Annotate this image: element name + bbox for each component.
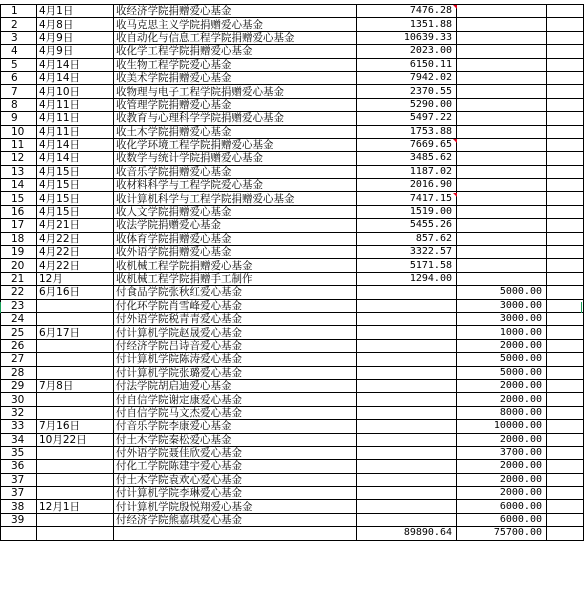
date-cell[interactable]: 4月21日 [37,219,114,232]
income-cell[interactable]: 5455.26 [357,219,457,232]
date-cell[interactable] [37,513,114,526]
empty-cell[interactable] [547,326,584,339]
row-number-cell[interactable]: 22 [1,286,37,299]
empty-cell[interactable] [114,527,357,540]
row-number-cell[interactable]: 30 [1,393,37,406]
income-cell[interactable]: 2023.00 [357,45,457,58]
table-row [1,272,584,285]
description-cell[interactable]: 收自动化与信息工程学院捐赠爱心基金 [114,31,357,44]
comment-marker[interactable] [453,139,457,143]
table-row [1,219,584,232]
expense-cell[interactable] [457,192,547,205]
expense-total-cell[interactable]: 75700.00 [457,527,547,540]
income-cell[interactable]: 2370.55 [357,85,457,98]
empty-cell[interactable] [547,473,584,486]
date-cell[interactable]: 7月8日 [37,379,114,392]
table-row [1,58,584,71]
empty-cell[interactable] [547,232,584,245]
date-cell[interactable]: 4月15日 [37,179,114,192]
description-cell[interactable]: 付法学院胡启迪爱心基金 [114,379,357,392]
expense-cell[interactable] [457,98,547,111]
income-cell[interactable]: 7417.15 [357,192,457,205]
table-row [1,125,584,138]
description-cell[interactable]: 收数学与统计学院捐赠爱心基金 [114,152,357,165]
date-cell[interactable]: 4月9日 [37,45,114,58]
empty-cell[interactable] [547,125,584,138]
table-row [1,446,584,459]
date-cell[interactable] [37,473,114,486]
income-cell[interactable] [357,460,457,473]
expense-cell[interactable] [457,219,547,232]
table-row [1,433,584,446]
date-cell[interactable]: 4月22日 [37,246,114,259]
description-cell[interactable]: 收美术学院捐赠爱心基金 [114,71,357,84]
empty-cell[interactable] [547,446,584,459]
expense-cell[interactable]: 6000.00 [457,513,547,526]
empty-cell[interactable] [547,219,584,232]
row-number-cell[interactable]: 28 [1,366,37,379]
row-number-cell[interactable]: 3 [1,31,37,44]
empty-cell[interactable] [547,487,584,500]
row-number-cell[interactable]: 37 [1,487,37,500]
date-cell[interactable]: 4月15日 [37,205,114,218]
empty-cell[interactable] [547,299,584,312]
description-cell[interactable]: 付土木学院秦松爱心基金 [114,433,357,446]
income-cell[interactable]: 2016.90 [357,179,457,192]
income-cell[interactable]: 857.62 [357,232,457,245]
income-cell[interactable]: 3322.57 [357,246,457,259]
table-row [1,500,584,513]
table-row [1,71,584,84]
expense-cell[interactable]: 2000.00 [457,473,547,486]
description-cell[interactable]: 收教育与心理科学学院捐赠爱心基金 [114,112,357,125]
description-cell[interactable]: 收材料科学与工程学院爱心基金 [114,179,357,192]
date-cell[interactable]: 4月14日 [37,58,114,71]
table-row [1,473,584,486]
date-cell[interactable] [37,312,114,325]
empty-cell[interactable] [547,353,584,366]
table-row [1,165,584,178]
description-cell[interactable]: 收化学工程学院捐赠爱心基金 [114,45,357,58]
expense-cell[interactable]: 2000.00 [457,393,547,406]
income-cell[interactable] [357,326,457,339]
row-number-cell[interactable]: 12 [1,152,37,165]
empty-cell[interactable] [547,339,584,352]
expense-cell[interactable] [457,205,547,218]
table-row [1,98,584,111]
empty-cell[interactable] [547,433,584,446]
row-number-cell[interactable]: 37 [1,473,37,486]
table-row [1,192,584,205]
income-cell[interactable] [357,420,457,433]
income-cell[interactable]: 5290.00 [357,98,457,111]
date-cell[interactable]: 4月22日 [37,232,114,245]
empty-cell[interactable] [547,112,584,125]
description-cell[interactable]: 付计算机学院张璐爱心基金 [114,366,357,379]
empty-cell[interactable] [547,138,584,151]
description-cell[interactable]: 收机械工程学院捐赠爱心基金 [114,259,357,272]
empty-cell[interactable] [1,527,37,540]
description-cell[interactable]: 付化环学院肖雪峰爱心基金 [114,299,357,312]
empty-cell[interactable] [547,5,584,18]
row-number-cell[interactable]: 21 [1,272,37,285]
expense-cell[interactable] [457,125,547,138]
income-cell[interactable] [357,299,457,312]
table-row [1,460,584,473]
row-number-cell[interactable]: 1 [1,5,37,18]
income-cell[interactable] [357,433,457,446]
table-row [1,138,584,151]
date-cell[interactable]: 12月 [37,272,114,285]
table-row [1,393,584,406]
expense-cell[interactable]: 2000.00 [457,339,547,352]
selection-edge-right [581,302,582,313]
empty-cell[interactable] [547,192,584,205]
date-cell[interactable] [37,366,114,379]
income-cell[interactable] [357,353,457,366]
date-cell[interactable]: 4月15日 [37,192,114,205]
row-number-cell[interactable]: 8 [1,98,37,111]
expense-cell[interactable] [457,45,547,58]
description-cell[interactable]: 收物理与电子工程学院捐赠爱心基金 [114,85,357,98]
date-cell[interactable] [37,446,114,459]
expense-cell[interactable]: 5000.00 [457,366,547,379]
description-cell[interactable]: 收体育学院捐赠爱心基金 [114,232,357,245]
income-cell[interactable]: 1187.02 [357,165,457,178]
table-row [1,45,584,58]
date-cell[interactable]: 4月15日 [37,165,114,178]
date-cell[interactable]: 4月14日 [37,71,114,84]
description-cell[interactable]: 付音乐学院李康爱心基金 [114,420,357,433]
row-number-cell[interactable]: 2 [1,18,37,31]
empty-cell[interactable] [547,205,584,218]
description-cell[interactable]: 收生物工程学院爱心基金 [114,58,357,71]
description-cell[interactable]: 收马克思主义学院捐赠爱心基金 [114,18,357,31]
row-number-cell[interactable]: 26 [1,339,37,352]
expense-cell[interactable] [457,165,547,178]
row-number-cell[interactable]: 33 [1,420,37,433]
row-number-cell[interactable]: 7 [1,85,37,98]
income-cell[interactable] [357,473,457,486]
table-row [1,326,584,339]
table-row [1,232,584,245]
row-number-cell[interactable]: 23 [1,299,37,312]
date-cell[interactable]: 4月11日 [37,125,114,138]
table-row [1,152,584,165]
empty-cell[interactable] [547,165,584,178]
description-cell[interactable]: 付计算机学院陈涛爱心基金 [114,353,357,366]
income-cell[interactable]: 3485.62 [357,152,457,165]
description-cell[interactable]: 付化工学院陈建宇爱心基金 [114,460,357,473]
table-row [1,286,584,299]
date-cell[interactable]: 4月22日 [37,259,114,272]
description-cell[interactable]: 收人文学院捐赠爱心基金 [114,205,357,218]
row-number-cell[interactable]: 24 [1,312,37,325]
expense-cell[interactable]: 5000.00 [457,353,547,366]
row-number-cell[interactable]: 14 [1,179,37,192]
empty-cell[interactable] [547,85,584,98]
expense-cell[interactable]: 2000.00 [457,460,547,473]
empty-cell[interactable] [547,246,584,259]
expense-cell[interactable]: 3000.00 [457,312,547,325]
empty-cell[interactable] [547,272,584,285]
table-row [1,513,584,526]
income-cell[interactable]: 6150.11 [357,58,457,71]
expense-cell[interactable]: 6000.00 [457,500,547,513]
table-row [1,85,584,98]
empty-cell[interactable] [547,71,584,84]
expense-cell[interactable] [457,246,547,259]
income-cell[interactable] [357,393,457,406]
row-number-cell[interactable]: 32 [1,406,37,419]
table-row [1,420,584,433]
description-cell[interactable]: 收管理学院捐赠爱心基金 [114,98,357,111]
selection-edge-left [0,302,1,313]
description-cell[interactable]: 收法学院捐赠爱心基金 [114,219,357,232]
expense-cell[interactable] [457,31,547,44]
empty-cell[interactable] [547,58,584,71]
date-cell[interactable] [37,460,114,473]
description-cell[interactable]: 付计算机学院赵晟爱心基金 [114,326,357,339]
row-number-cell[interactable]: 20 [1,259,37,272]
row-number-cell[interactable]: 16 [1,205,37,218]
expense-cell[interactable] [457,58,547,71]
expense-cell[interactable] [457,112,547,125]
row-number-cell[interactable]: 29 [1,379,37,392]
description-cell[interactable]: 付外语学院聂佳欣爱心基金 [114,446,357,459]
table-row [1,406,584,419]
row-number-cell[interactable]: 39 [1,513,37,526]
table-row [1,259,584,272]
description-cell[interactable]: 收音乐学院捐赠爱心基金 [114,165,357,178]
empty-cell[interactable] [547,406,584,419]
description-cell[interactable]: 付经济学院吕诗音爱心基金 [114,339,357,352]
date-cell[interactable] [37,393,114,406]
expense-cell[interactable] [457,232,547,245]
expense-cell[interactable]: 2000.00 [457,379,547,392]
ledger-table [0,4,584,541]
date-cell[interactable] [37,299,114,312]
date-cell[interactable]: 4月10日 [37,85,114,98]
expense-cell[interactable]: 2000.00 [457,433,547,446]
empty-cell[interactable] [547,31,584,44]
date-cell[interactable]: 4月11日 [37,112,114,125]
row-number-cell[interactable]: 13 [1,165,37,178]
expense-cell[interactable]: 3700.00 [457,446,547,459]
description-cell[interactable]: 收外语学院捐赠爱心基金 [114,246,357,259]
description-cell[interactable]: 付自信学院马文杰爱心基金 [114,406,357,419]
description-cell[interactable]: 付外语学院税青青爱心基金 [114,312,357,325]
row-number-cell[interactable]: 17 [1,219,37,232]
description-cell[interactable]: 付计算机学院殷悦翔爱心基金 [114,500,357,513]
row-number-cell[interactable]: 11 [1,138,37,151]
income-cell[interactable] [357,366,457,379]
table-row [1,18,584,31]
row-number-cell[interactable]: 4 [1,45,37,58]
empty-cell[interactable] [547,420,584,433]
income-cell[interactable]: 10639.33 [357,31,457,44]
expense-cell[interactable] [457,259,547,272]
comment-marker[interactable] [453,193,457,197]
expense-cell[interactable]: 10000.00 [457,420,547,433]
expense-cell[interactable]: 1000.00 [457,326,547,339]
date-cell[interactable]: 12月1日 [37,500,114,513]
row-number-cell[interactable]: 18 [1,232,37,245]
row-number-cell[interactable]: 15 [1,192,37,205]
empty-cell[interactable] [547,393,584,406]
empty-cell[interactable] [547,179,584,192]
empty-cell[interactable] [547,366,584,379]
expense-cell[interactable] [457,138,547,151]
date-cell[interactable] [37,487,114,500]
description-cell[interactable]: 收经济学院捐赠爱心基金 [114,5,357,18]
income-total-cell[interactable]: 89890.64 [357,527,457,540]
table-row [1,112,584,125]
description-cell[interactable]: 付土木学院袁欢心爱心基金 [114,473,357,486]
description-cell[interactable]: 收计算机科学与工程学院捐赠爱心基金 [114,192,357,205]
expense-cell[interactable]: 3000.00 [457,299,547,312]
table-row [1,179,584,192]
expense-cell[interactable] [457,71,547,84]
empty-cell[interactable] [547,312,584,325]
income-cell[interactable]: 5497.22 [357,112,457,125]
expense-cell[interactable]: 2000.00 [457,487,547,500]
income-cell[interactable] [357,339,457,352]
row-number-cell[interactable]: 38 [1,500,37,513]
date-cell[interactable]: 4月11日 [37,98,114,111]
expense-cell[interactable] [457,5,547,18]
date-cell[interactable]: 6月16日 [37,286,114,299]
table-row [1,353,584,366]
table-row [1,299,584,312]
expense-cell[interactable]: 8000.00 [457,406,547,419]
empty-cell[interactable] [547,152,584,165]
empty-cell[interactable] [547,513,584,526]
income-cell[interactable] [357,513,457,526]
table-row [1,31,584,44]
row-number-cell[interactable]: 9 [1,112,37,125]
expense-cell[interactable] [457,85,547,98]
income-cell[interactable] [357,379,457,392]
table-row [1,487,584,500]
income-cell[interactable]: 7669.65 [357,138,457,151]
expense-cell[interactable] [457,179,547,192]
date-cell[interactable]: 7月16日 [37,420,114,433]
income-cell[interactable] [357,500,457,513]
row-number-cell[interactable]: 27 [1,353,37,366]
date-cell[interactable] [37,339,114,352]
income-cell[interactable] [357,487,457,500]
description-cell[interactable]: 付食品学院张秋红爱心基金 [114,286,357,299]
table-row [1,205,584,218]
empty-cell[interactable] [547,259,584,272]
expense-cell[interactable]: 5000.00 [457,286,547,299]
empty-cell[interactable] [37,527,114,540]
row-number-cell[interactable]: 6 [1,71,37,84]
empty-cell[interactable] [547,45,584,58]
table-row [1,312,584,325]
table-row [1,246,584,259]
empty-cell[interactable] [547,286,584,299]
date-cell[interactable] [37,406,114,419]
empty-cell[interactable] [547,527,584,540]
empty-cell[interactable] [547,500,584,513]
income-cell[interactable]: 1753.88 [357,125,457,138]
income-cell[interactable]: 1294.00 [357,272,457,285]
date-cell[interactable]: 4月8日 [37,18,114,31]
empty-cell[interactable] [547,379,584,392]
income-cell[interactable] [357,286,457,299]
date-cell[interactable] [37,353,114,366]
row-number-cell[interactable]: 36 [1,460,37,473]
income-cell[interactable]: 5171.58 [357,259,457,272]
row-number-cell[interactable]: 25 [1,326,37,339]
comment-marker[interactable] [453,5,457,9]
description-cell[interactable]: 收化学环境工程学院捐赠爱心基金 [114,138,357,151]
date-cell[interactable]: 10月22日 [37,433,114,446]
table-row [1,366,584,379]
table-row [1,379,584,392]
description-cell[interactable]: 付自信学院谢定康爱心基金 [114,393,357,406]
date-cell[interactable]: 4月9日 [37,31,114,44]
income-cell[interactable] [357,446,457,459]
empty-cell[interactable] [547,18,584,31]
income-cell[interactable]: 7942.02 [357,71,457,84]
income-cell[interactable]: 7476.28 [357,5,457,18]
income-cell[interactable] [357,312,457,325]
date-cell[interactable]: 4月1日 [37,5,114,18]
expense-cell[interactable] [457,152,547,165]
description-cell[interactable]: 收土木学院捐赠爱心基金 [114,125,357,138]
row-number-cell[interactable]: 10 [1,125,37,138]
row-number-cell[interactable]: 5 [1,58,37,71]
income-cell[interactable] [357,406,457,419]
description-cell[interactable]: 付计算机学院李琳爱心基金 [114,487,357,500]
date-cell[interactable]: 4月14日 [37,152,114,165]
empty-cell[interactable] [547,98,584,111]
date-cell[interactable]: 4月14日 [37,138,114,151]
description-cell[interactable]: 收机械工程学院捐赠手工制作 [114,272,357,285]
date-cell[interactable]: 6月17日 [37,326,114,339]
description-cell[interactable]: 付经济学院熊嘉琪爱心基金 [114,513,357,526]
income-cell[interactable]: 1519.00 [357,205,457,218]
table-row [1,5,584,18]
row-number-cell[interactable]: 19 [1,246,37,259]
expense-cell[interactable] [457,272,547,285]
income-cell[interactable]: 1351.88 [357,18,457,31]
empty-cell[interactable] [547,460,584,473]
expense-cell[interactable] [457,18,547,31]
row-number-cell[interactable]: 34 [1,433,37,446]
totals-row [1,527,584,540]
table-row [1,339,584,352]
row-number-cell[interactable]: 35 [1,446,37,459]
